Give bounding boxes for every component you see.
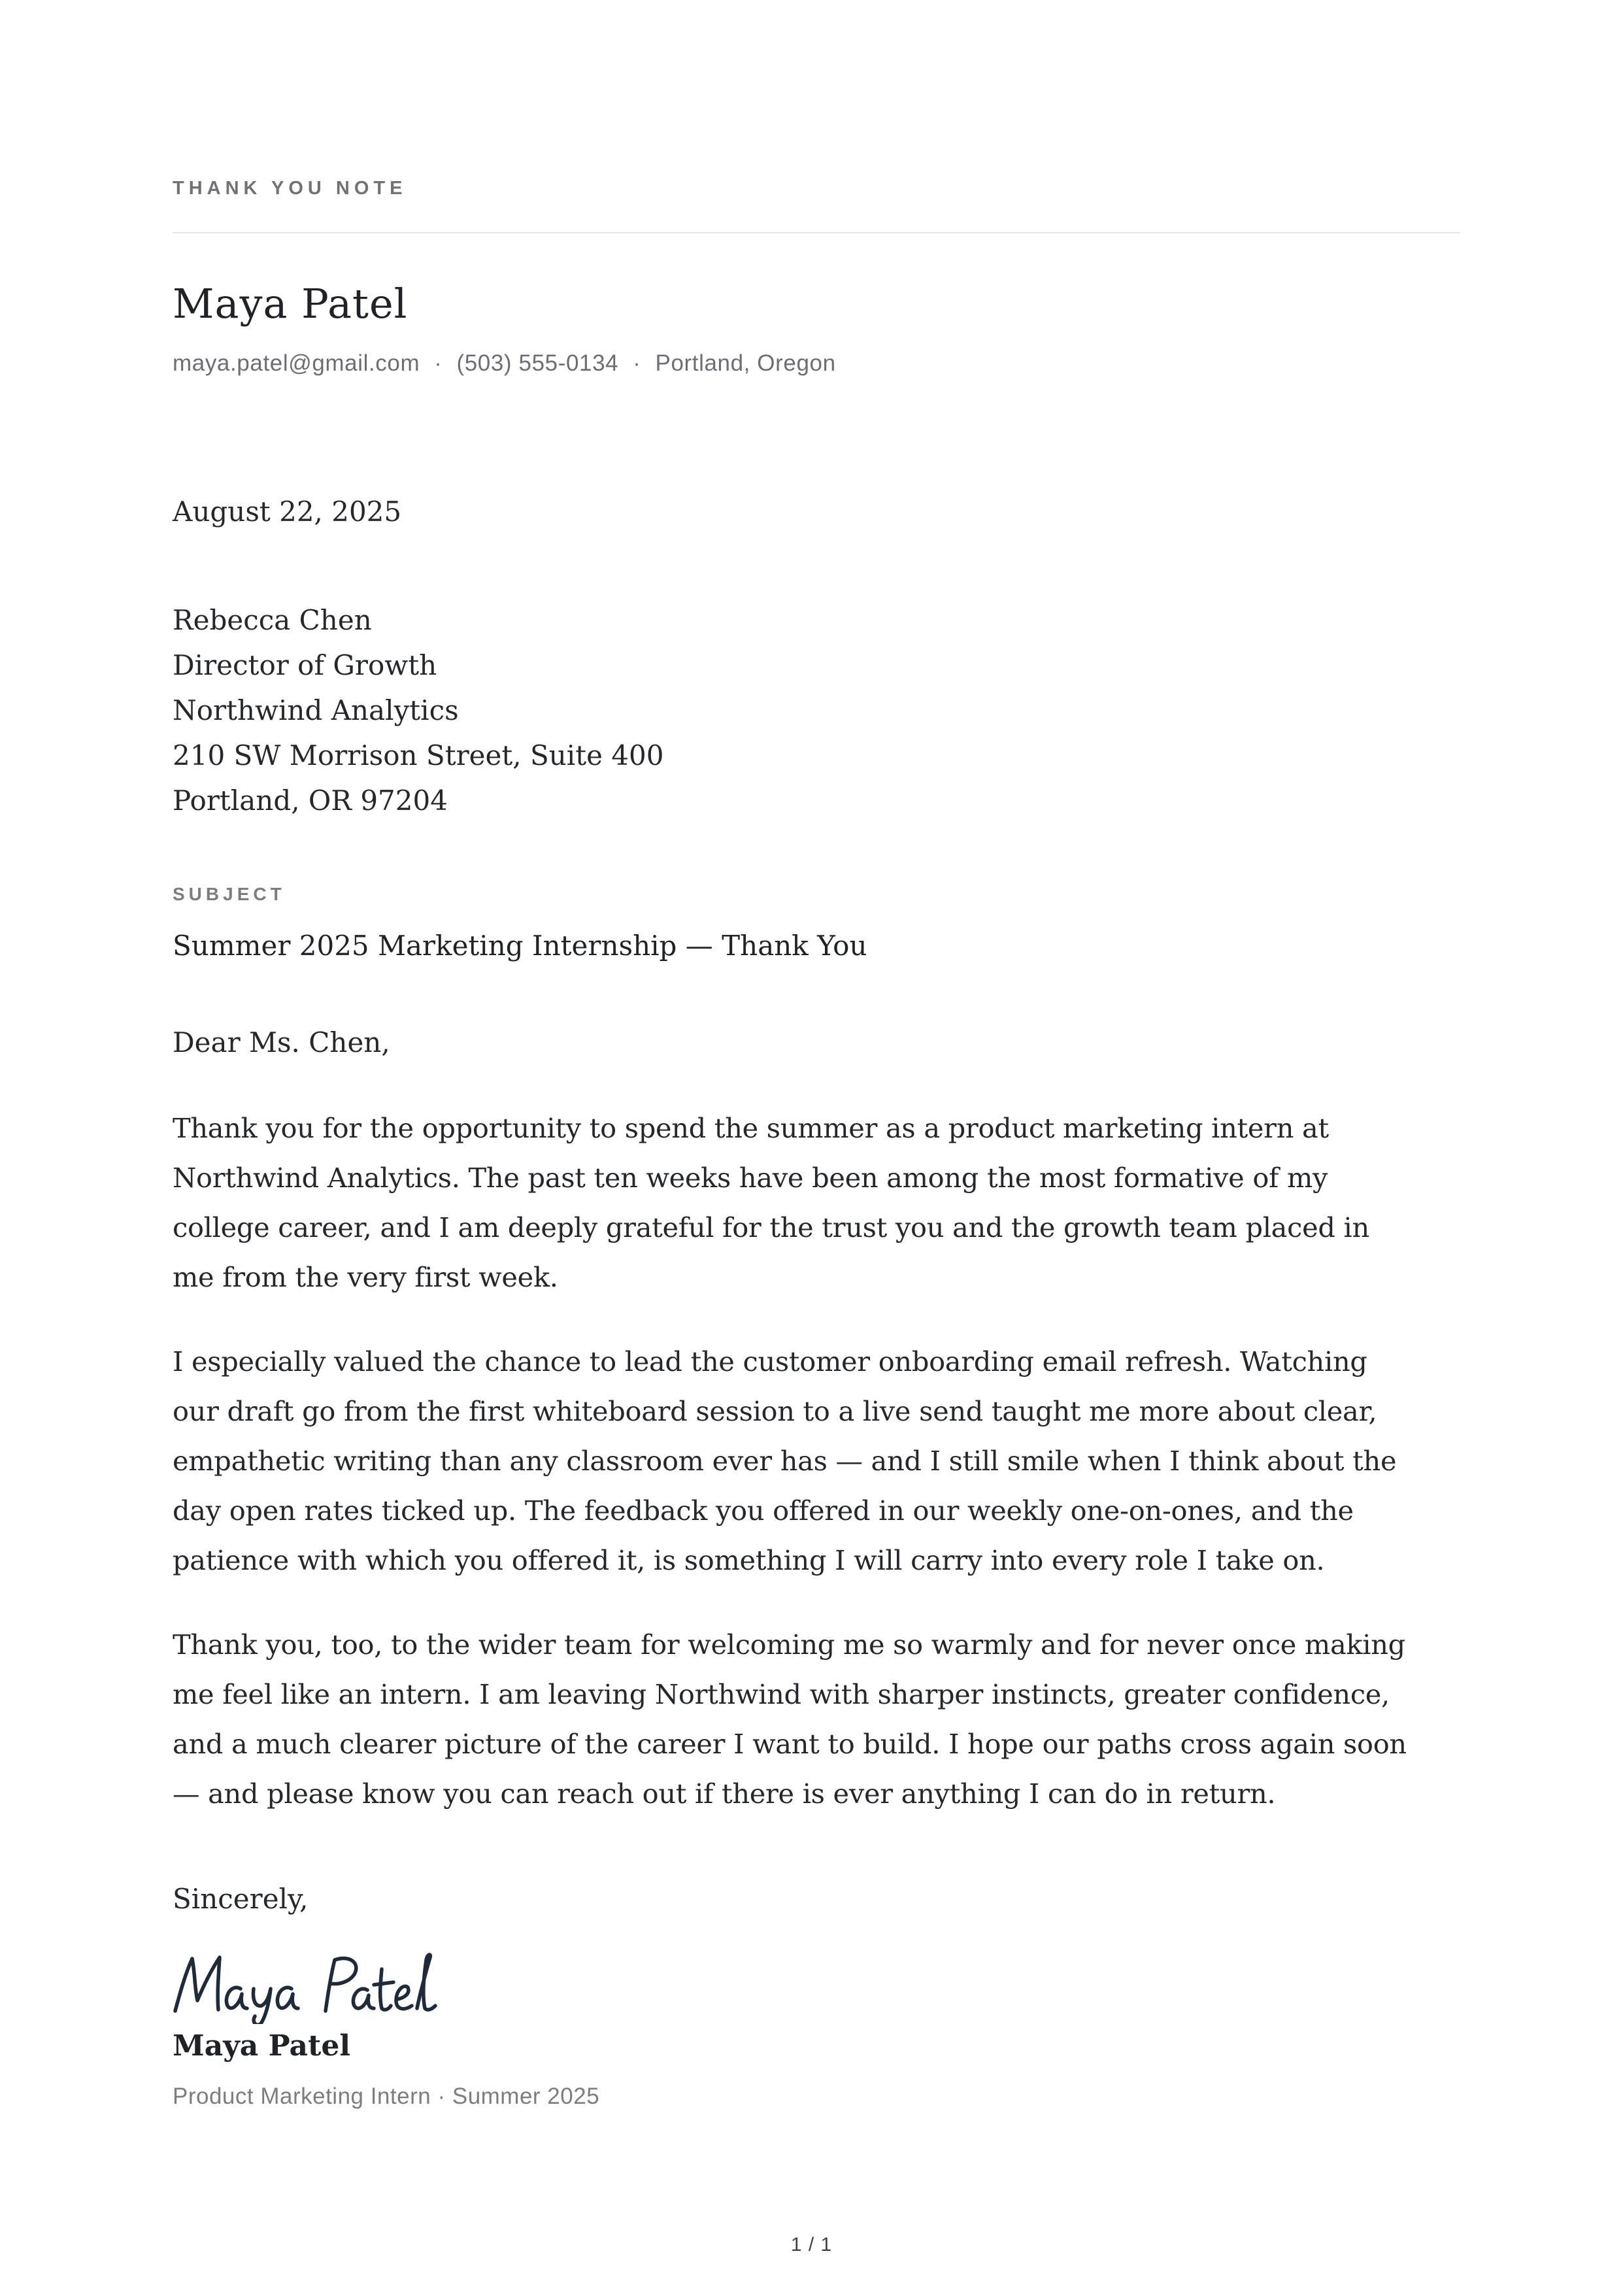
- salutation: Dear Ms. Chen,: [173, 1026, 390, 1058]
- paragraph-line: college career, and I am deeply grateful for the trust you and the growth team placed in: [173, 1211, 1369, 1243]
- recipient-street: 210 SW Morrison Street, Suite 400: [173, 739, 664, 771]
- subject-line: Summer 2025 Marketing Internship — Thank You: [173, 930, 867, 962]
- paragraph-line: our draft go from the first whiteboard session to a live send taught me more about clear,: [173, 1395, 1377, 1427]
- sender-name: Maya Patel: [173, 280, 408, 328]
- paragraph-line: and a much clearer picture of the career I want to build. I hope our paths cross again soon: [173, 1728, 1407, 1760]
- paragraph-line: empathetic writing than any classroom ever has — and I still smile when I think about the: [173, 1445, 1397, 1477]
- subject-label: SUBJECT: [173, 884, 286, 904]
- letter-page: [173, 0, 1460, 2296]
- contact-separator: ·: [434, 350, 443, 376]
- sender-phone: (503) 555-0134: [456, 350, 619, 376]
- page-number: 1 / 1: [790, 2234, 833, 2255]
- paragraph-line: me feel like an intern. I am leaving Northwind with sharper instincts, greater confidence,: [173, 1678, 1390, 1710]
- paragraph-line: I especially valued the chance to lead the customer onboarding email refresh. Watching: [173, 1345, 1367, 1377]
- signatory-name: Maya Patel: [173, 2029, 351, 2063]
- paragraph-line: — and please know you can reach out if there is ever anything I can do in return.: [173, 1778, 1276, 1810]
- recipient-name: Rebecca Chen: [173, 604, 372, 636]
- paragraph-line: day open rates ticked up. The feedback you offered in our weekly one-on-ones, and the: [173, 1494, 1354, 1527]
- recipient-title: Director of Growth: [173, 649, 437, 681]
- paragraph-line: patience with which you offered it, is something I will carry into every role I take on.: [173, 1544, 1325, 1576]
- contact-separator: ·: [633, 350, 641, 376]
- paragraph-line: Thank you, too, to the wider team for welcoming me so warmly and for never once making: [173, 1629, 1405, 1661]
- handwritten-signature: [171, 1946, 446, 2024]
- paragraph-line: Thank you for the opportunity to spend the summer as a product marketing intern at: [173, 1112, 1329, 1144]
- paragraph-line: Northwind Analytics. The past ten weeks have been among the most formative of my: [173, 1162, 1328, 1194]
- document-type-label: THANK YOU NOTE: [173, 178, 407, 199]
- body-paragraph: [173, 1620, 1460, 1819]
- letter-date: August 22, 2025: [173, 496, 402, 528]
- sender-location: Portland, Oregon: [655, 350, 836, 376]
- sender-email: maya.patel@gmail.com: [173, 350, 420, 376]
- recipient-city: Portland, OR 97204: [173, 785, 448, 817]
- recipient-address-block: [173, 598, 663, 823]
- header-divider: [173, 232, 1460, 233]
- sender-contact-line: [173, 350, 836, 377]
- signatory-role: Product Marketing Intern · Summer 2025: [173, 2084, 600, 2109]
- paragraph-line: me from the very first week.: [173, 1261, 558, 1293]
- recipient-company: Northwind Analytics: [173, 694, 459, 726]
- body-paragraph: [173, 1337, 1460, 1585]
- body-paragraph: [173, 1104, 1460, 1302]
- closing: Sincerely,: [173, 1883, 309, 1915]
